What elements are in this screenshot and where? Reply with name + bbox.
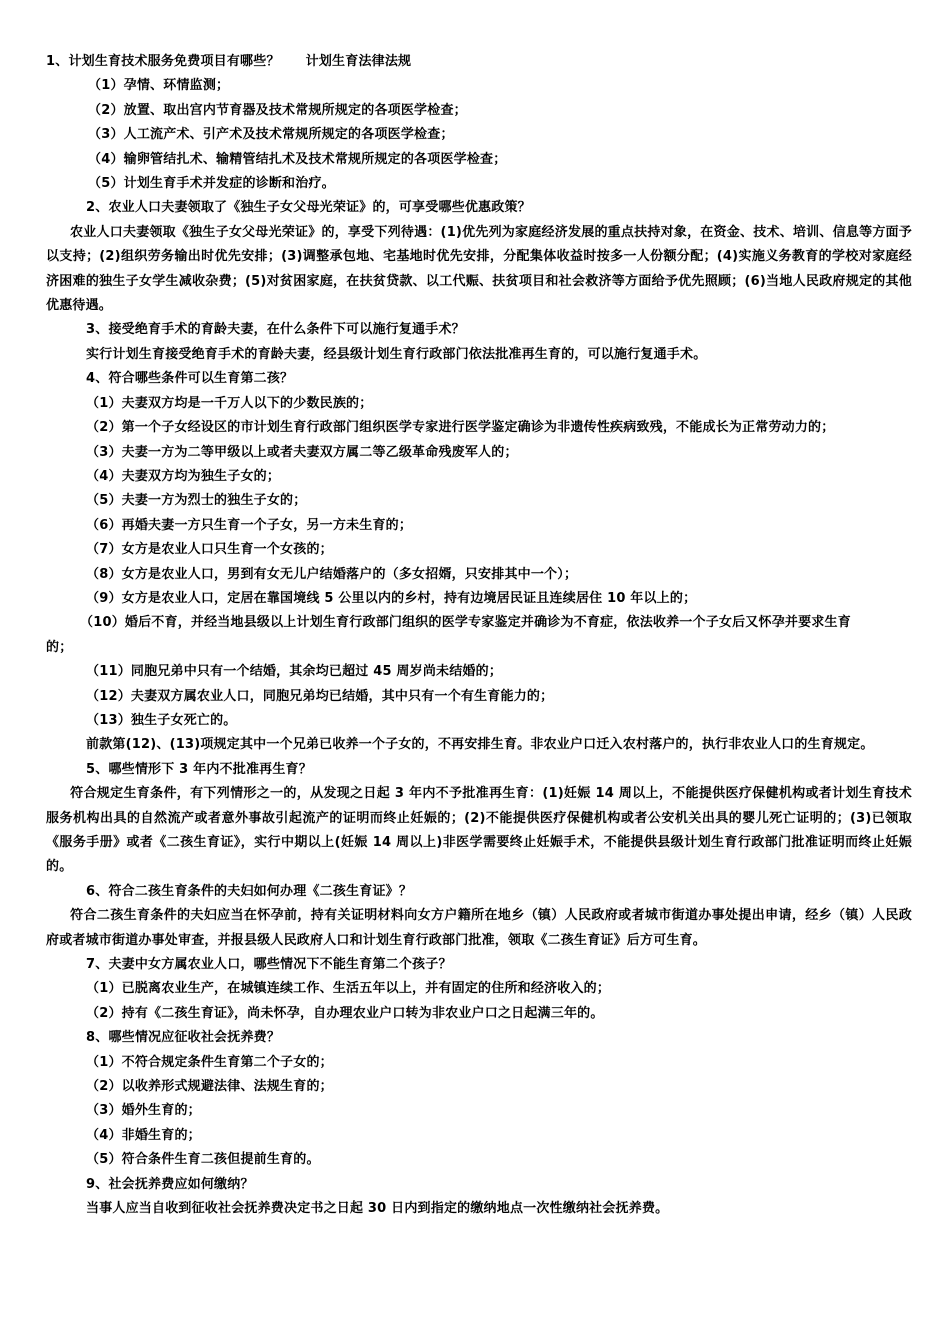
- list-item: （6）再婚夫妻一方只生育一个子女，另一方未生育的；: [86, 517, 413, 533]
- question-9-title: 9、社会抚养费应如何缴纳？: [86, 1176, 254, 1192]
- list-item: （5）符合条件生育二孩但提前生育的。: [86, 1152, 320, 1168]
- list-item: （2）第一个子女经设区的市计划生育行政部门组织医学专家进行医学鉴定确诊为非遗传性疾病致残，不能成长为正常劳动力的；: [86, 420, 835, 436]
- list-item: （12）夫妻双方属农业人口，同胞兄弟均已结婚，其中只有一个有生育能力的；: [86, 688, 554, 704]
- list-item: （3）婚外生育的；: [86, 1103, 201, 1119]
- question-5-answer: 符合规定生育条件，有下列情形之一的，从发现之日起 3 年内不予批准再生育：(1)妊娠 14 周以上，不能提供医疗保健机构或者计划生育技术服务机构出具的自然流产或者意外事故引起流产的证明而终止妊娠的；(2)不能提供医疗保健机构或者公安机关出具的婴儿死亡证明的；(3)已领取《服务手册》或者《二孩生育证》，实行中期以上(妊娠 14 周以上)非医学需要终止妊娠手术，不能提供县级计划生育行政部门批准证明而终止妊娠的。: [46, 786, 912, 875]
- list-item: （2）持有《二孩生育证》，尚未怀孕，自办理农业户口转为非农业户口之日起满三年的。: [86, 1005, 604, 1021]
- question-8-title: 8、哪些情况应征收社会抚养费？: [86, 1030, 281, 1046]
- list-item: （1）已脱离农业生产，在城镇连续工作、生活五年以上，并有固定的住所和经济收入的；: [86, 981, 611, 997]
- question-3-answer: 实行计划生育接受绝育手术的育龄夫妻，经县级计划生育行政部门依法批准再生育的，可以施行复通手术。: [86, 346, 707, 362]
- question-7-title: 7、夫妻中女方属农业人口，哪些情况下不能生育第二个孩子？: [86, 957, 452, 973]
- list-item: （4）输卵管结扎术、输精管结扎术及技术常规所规定的各项医学检查；: [88, 151, 507, 167]
- list-item: （1）孕情、环情监测；: [88, 78, 230, 94]
- list-item: （2）以收养形式规避法律、法规生育的；: [86, 1079, 333, 1095]
- list-item: （11）同胞兄弟中只有一个结婚，其余均已超过 45 周岁尚未结婚的；: [86, 664, 503, 680]
- list-item: （1）不符合规定条件生育第二个子女的；: [86, 1054, 333, 1070]
- question-9-answer: 当事人应当自收到征收社会抚养费决定书之日起 30 日内到指定的缴纳地点一次性缴纳社会抚养费。: [86, 1201, 669, 1217]
- question-5-title: 5、哪些情形下 3 年内不批准再生育？: [86, 761, 312, 777]
- question-2-answer: 农业人口夫妻领取《独生子女父母光荣证》的，享受下列待遇：(1)优先列为家庭经济发展的重点扶持对象，在资金、技术、培训、信息等方面予以支持；(2)组织劳务输出时优先安排；(3)调整承包地、宅基地时优先安排，分配集体收益时按多一人份额分配；(4)实施义务教育的学校对家庭经济困难的独生子女学生减收杂费；(5)对贫困家庭，在扶贫贷款、以工代赈、扶贫项目和社会救济等方面给予优先照顾；(6)当地人民政府规定的其他优惠待遇。: [46, 224, 912, 314]
- question-6-title: 6、符合二孩生育条件的夫妇如何办理《二孩生育证》？: [86, 883, 413, 899]
- question-4-note: 前款第(12)、(13)项规定其中一个兄弟已收养一个子女的，不再安排生育。非农业户口迁入农村落户的，执行非农业人口的生育规定。: [86, 737, 874, 753]
- question-3-title: 3、接受绝育手术的育龄夫妻，在什么条件下可以施行复通手术？: [86, 322, 465, 338]
- document-page: [46, 50, 912, 1222]
- list-item: （4）非婚生育的；: [86, 1127, 201, 1143]
- list-item: （5）夫妻一方为烈士的独生子女的；: [86, 493, 307, 509]
- question-1-title: 1、计划生育技术服务免费项目有哪些？: [46, 54, 280, 69]
- list-item: （5）计划生育手术并发症的诊断和治疗。: [88, 176, 335, 192]
- list-item: （13）独生子女死亡的。: [86, 712, 237, 728]
- list-item: （2）放置、取出宫内节育器及技术常规所规定的各项医学检查；: [88, 102, 467, 118]
- question-6-answer: 符合二孩生育条件的夫妇应当在怀孕前，持有关证明材料向女方户籍所在地乡（镇）人民政府或者城市街道办事处提出申请，经乡（镇）人民政府或者城市街道办事处审查，并报县级人民政府人口和计划生育行政部门批准，领取《二孩生育证》后方可生育。: [46, 908, 912, 948]
- section-tag: 计划生育法律法规: [305, 54, 412, 69]
- list-item: （9）女方是农业人口，定居在靠国境线 5 公里以内的乡村，持有边境居民证且连续居住 10 年以上的；: [86, 590, 697, 606]
- list-item: （3）夫妻一方为二等甲级以上或者夫妻双方属二等乙级革命残废军人的；: [86, 444, 518, 460]
- list-item: （1）夫妻双方均是一千万人以下的少数民族的；: [86, 395, 373, 411]
- question-1-heading: [46, 50, 912, 74]
- list-item: （10）婚后不育，并经当地县级以上计划生育行政部门组织的医学专家鉴定并确诊为不育症，依法收养一个子女后又怀孕并要求生育: [80, 615, 851, 631]
- list-item: （7）女方是农业人口只生育一个女孩的；: [86, 542, 333, 558]
- list-item: （4）夫妻双方均为独生子女的；: [86, 468, 281, 484]
- list-item: （3）人工流产术、引产术及技术常规所规定的各项医学检查；: [88, 127, 454, 143]
- question-4-title: 4、符合哪些条件可以生育第二孩？: [86, 371, 294, 387]
- list-item: （8）女方是农业人口，男到有女无儿户结婚落户的（多女招婿，只安排其中一个）；: [86, 566, 578, 582]
- list-item-continuation: 的；: [46, 639, 73, 655]
- question-2-title: 2、农业人口夫妻领取了《独生子女父母光荣证》的，可享受哪些优惠政策？: [86, 200, 531, 216]
